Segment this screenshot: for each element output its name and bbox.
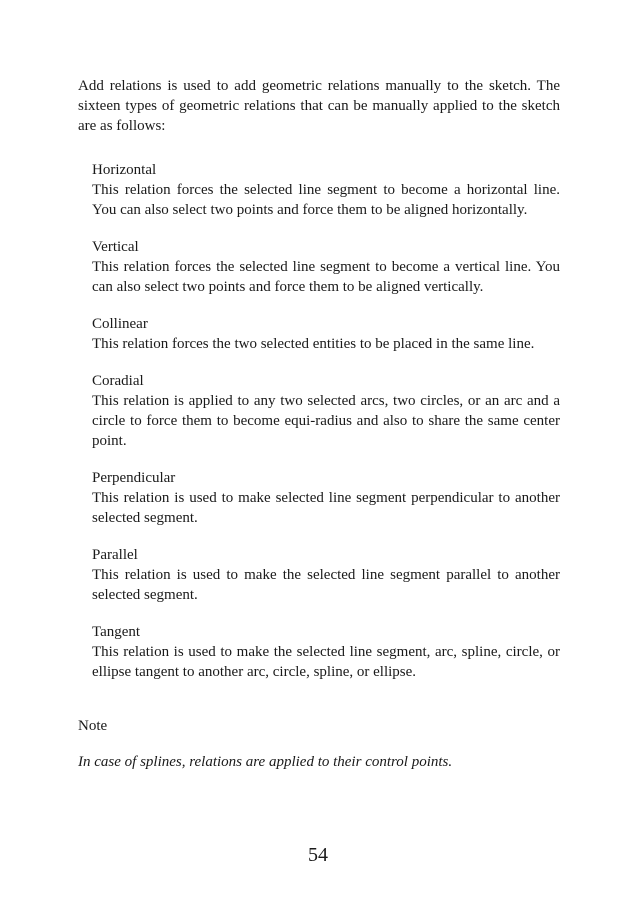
relation-name: Vertical [92, 239, 139, 255]
relation-description: This relation forces the selected line segment to become a horizontal line. You can also select two points and force them to be aligned horizontally. [92, 182, 560, 218]
relation-name: Coradial [92, 373, 144, 389]
document-page [78, 76, 560, 772]
relation-horizontal [92, 160, 560, 220]
relations-list [92, 160, 560, 682]
relation-vertical [92, 237, 560, 297]
relation-perpendicular [92, 468, 560, 528]
relation-description: This relation is used to make selected line segment perpendicular to another selected segment. [92, 490, 560, 526]
relation-description: This relation is applied to any two selected arcs, two circles, or an arc and a circle to force them to become equi-radius and also to share the same center point. [92, 393, 560, 449]
relation-description: This relation forces the selected line segment to become a vertical line. You can also select two points and force them to be aligned vertically. [92, 259, 560, 295]
intro-paragraph: Add relations is used to add geometric relations manually to the sketch. The sixteen types of geometric relations that can be manually applied to the sketch are as follows: [78, 78, 560, 134]
relation-parallel [92, 545, 560, 605]
relation-name: Collinear [92, 316, 148, 332]
relation-description: This relation is used to make the selected line segment, arc, spline, circle, or ellipse tangent to another arc, circle, spline, or ellipse. [92, 644, 560, 680]
page-number: 54 [308, 844, 328, 866]
relation-name: Perpendicular [92, 470, 176, 486]
relation-name: Horizontal [92, 162, 157, 178]
relation-description: This relation forces the two selected entities to be placed in the same line. [92, 336, 535, 352]
relation-name: Tangent [92, 624, 141, 640]
relation-name: Parallel [92, 547, 138, 563]
note-text: In case of splines, relations are applied to their control points. [78, 754, 453, 770]
relation-collinear [92, 314, 560, 354]
relation-coradial [92, 371, 560, 451]
relation-description: This relation is used to make the selected line segment parallel to another selected segment. [92, 567, 560, 603]
note-label: Note [78, 718, 108, 734]
relation-tangent [92, 622, 560, 682]
